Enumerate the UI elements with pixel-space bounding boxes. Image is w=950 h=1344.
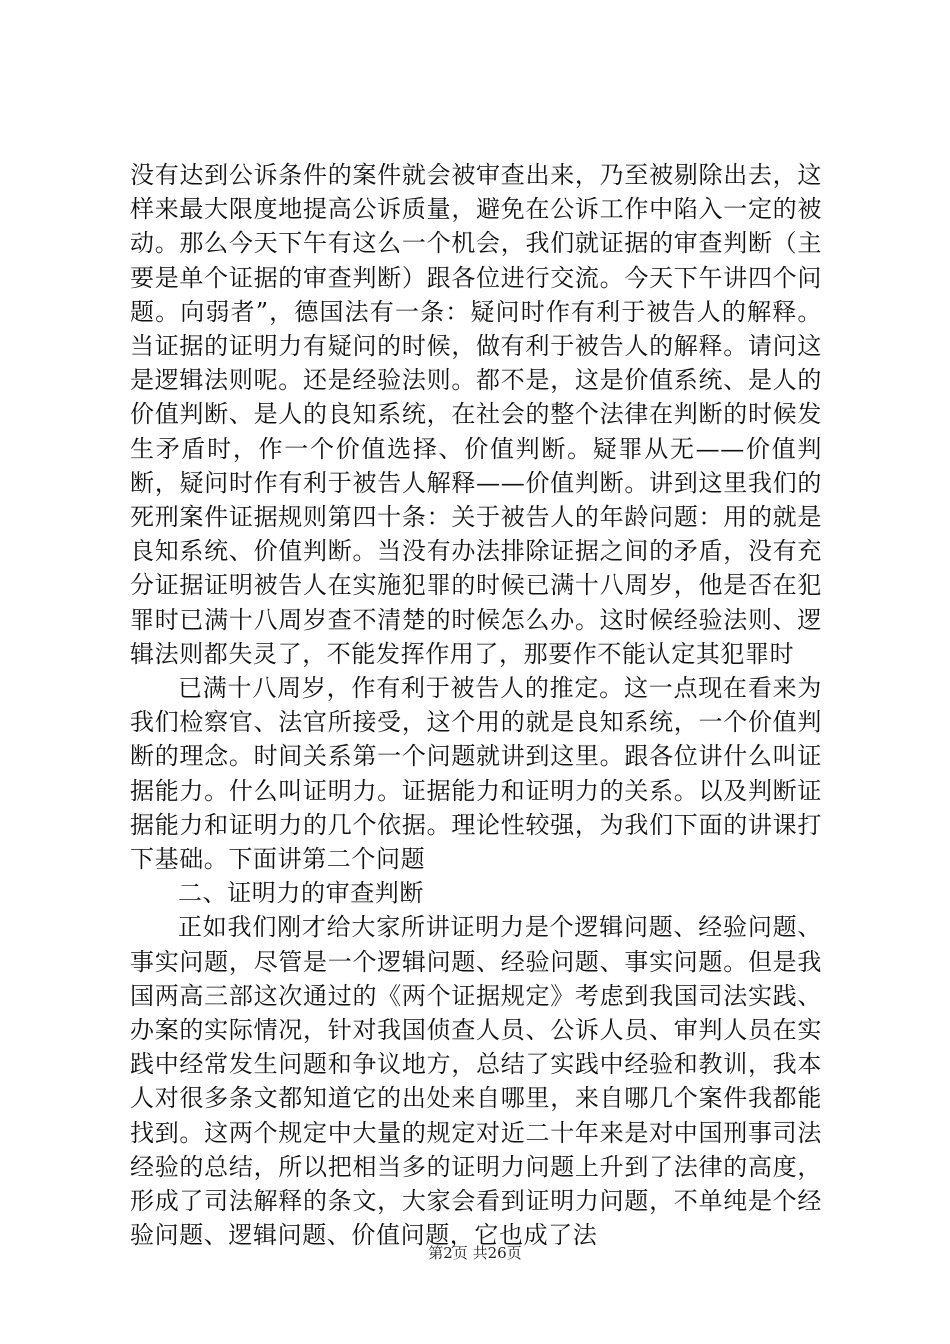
paragraph: 正如我们刚才给大家所讲证明力是个逻辑问题、经验问题、事实问题，尽管是一个逻辑问题、经验问题、事实问题。但是我国两高三部这次通过的《两个证据规定》考虑到我国司法实践、办案的实际情况，针对我国侦查人员、公诉人员、审判人员在实践中经常发生问题和争议地方，总结了实践中经验和教训，我本人对很多条文都知道它的出处来自哪里，来自哪几个案件我都能找到。这两个规定中大量的规定对近二十年来是对中国刑事司法经验的总结，所以把相当多的证明力问题上升到了法律的高度，形成了司法解释的条文，大家会看到证明力问题，不单纯是个经验问题、逻辑问题、价值问题，它也成了法 <box>130 913 822 1250</box>
page-number: 第2页 共26页 <box>428 1244 522 1262</box>
page-footer <box>0 1243 950 1263</box>
paragraph: 已满十八周岁，作有利于被告人的推定。这一点现在看来为我们检察官、法官所接受，这个用的就是良知系统，一个价值判断的理念。时间关系第一个问题就讲到这里。跟各位讲什么叫证据能力。什么叫证明力。证据能力和证明力的关系。以及判断证据能力和证明力的几个依据。理论性较强，为我们下面的讲课打下基础。下面讲第二个问题 <box>130 674 822 874</box>
section-heading: 二、证明力的审查判断 <box>178 879 424 908</box>
document-body <box>130 158 822 1253</box>
paragraph-continuation: 没有达到公诉条件的案件就会被审查出来，乃至被剔除出去，这样来最大限度地提高公诉质量，避免在公诉工作中陷入一定的被动。那么今天下午有这么一个机会，我们就证据的审查判断（主要是单个证据的审查判断）跟各位进行交流。今天下午讲四个问题。向弱者”，德国法有一条：疑问时作有利于被告人的解释。当证据的证明力有疑问的时候，做有利于被告人的解释。请问这是逻辑法则呢。还是经验法则。都不是，这是价值系统、是人的价值判断、是人的良知系统，在社会的整个法律在判断的时候发生矛盾时，作一个价值选择、价值判断。疑罪从无——价值判断，疑问时作有利于被告人解释——价值判断。讲到这里我们的死刑案件证据规则第四十条：关于被告人的年龄问题：用的就是良知系统、价值判断。当没有办法排除证据之间的矛盾，没有充分证据证明被告人在实施犯罪的时候已满十八周岁，他是否在犯罪时已满十八周岁查不清楚的时候怎么办。这时候经验法则、逻辑法则都失灵了，不能发挥作用了，那要作不能认定其犯罪时 <box>130 161 822 668</box>
